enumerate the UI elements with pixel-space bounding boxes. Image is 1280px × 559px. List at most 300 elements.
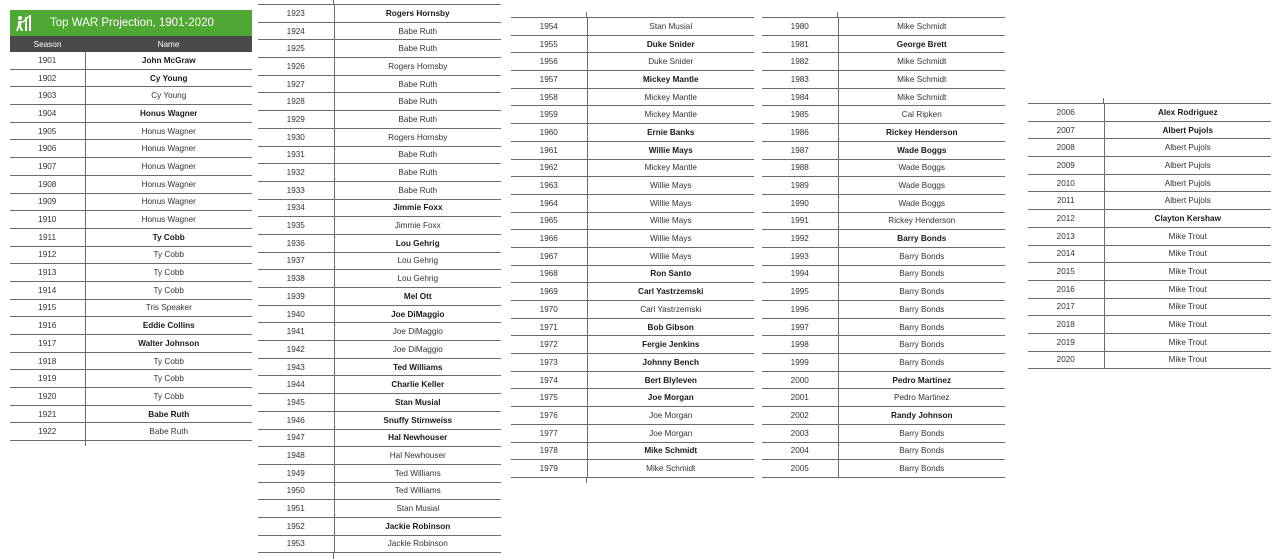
player-name-cell: Stan Musial bbox=[334, 500, 501, 518]
season-cell: 1907 bbox=[10, 158, 85, 176]
table-row bbox=[10, 211, 252, 229]
player-name-cell: Honus Wagner bbox=[85, 211, 252, 229]
table-row bbox=[258, 199, 501, 217]
player-name-cell: Barry Bonds bbox=[838, 354, 1005, 372]
player-name-cell: Charlie Keller bbox=[334, 376, 501, 394]
table-row bbox=[762, 389, 1005, 407]
table-row bbox=[258, 164, 501, 182]
table-row bbox=[258, 447, 501, 465]
table-row bbox=[258, 270, 501, 288]
war-table-column-1 bbox=[10, 10, 252, 446]
season-cell: 2004 bbox=[762, 442, 838, 460]
name-header: Name bbox=[157, 39, 180, 49]
table-row bbox=[1028, 351, 1271, 369]
table-row bbox=[10, 281, 252, 299]
player-name-cell: Lou Gehrig bbox=[334, 252, 501, 270]
season-cell: 1991 bbox=[762, 212, 838, 230]
season-cell: 1963 bbox=[511, 177, 587, 195]
table-row bbox=[762, 18, 1005, 35]
table-row bbox=[511, 212, 754, 230]
table-row bbox=[258, 464, 501, 482]
season-cell: 1955 bbox=[511, 35, 587, 53]
table-row bbox=[258, 376, 501, 394]
season-cell: 1935 bbox=[258, 217, 334, 235]
table-row bbox=[258, 181, 501, 199]
player-name-cell: Johnny Bench bbox=[587, 354, 754, 372]
player-name-cell: Rickey Henderson bbox=[838, 124, 1005, 142]
season-cell: 1949 bbox=[258, 464, 334, 482]
war-table-column-3 bbox=[511, 12, 754, 483]
table-row bbox=[258, 40, 501, 58]
season-cell: 1993 bbox=[762, 247, 838, 265]
table-row bbox=[762, 212, 1005, 230]
table-row bbox=[511, 194, 754, 212]
player-name-cell: Barry Bonds bbox=[838, 265, 1005, 283]
season-cell: 2008 bbox=[1028, 139, 1104, 157]
season-cell: 1919 bbox=[10, 370, 85, 388]
season-cell: 1994 bbox=[762, 265, 838, 283]
season-cell: 1933 bbox=[258, 181, 334, 199]
table-row bbox=[511, 177, 754, 195]
player-name-cell: Jimmie Foxx bbox=[334, 217, 501, 235]
player-name-cell: Wade Boggs bbox=[838, 141, 1005, 159]
player-name-cell: Mickey Mantle bbox=[587, 71, 754, 89]
player-name-cell: Mike Trout bbox=[1104, 351, 1271, 369]
table-row bbox=[762, 460, 1005, 478]
player-name-cell: Mickey Mantle bbox=[587, 106, 754, 124]
player-name-cell: Carl Yastrzemski bbox=[587, 283, 754, 301]
season-cell: 1909 bbox=[10, 193, 85, 211]
table-row bbox=[511, 35, 754, 53]
season-cell: 1908 bbox=[10, 175, 85, 193]
player-name-cell: Mickey Mantle bbox=[587, 88, 754, 106]
war-table bbox=[1028, 104, 1271, 369]
player-name-cell: Joe Morgan bbox=[587, 424, 754, 442]
player-name-cell: Carl Yastrzemski bbox=[587, 301, 754, 319]
player-name-cell: Pedro Martinez bbox=[838, 389, 1005, 407]
season-cell: 2009 bbox=[1028, 157, 1104, 175]
player-name-cell: Tris Speaker bbox=[85, 299, 252, 317]
table-row bbox=[1028, 245, 1271, 263]
season-cell: 1925 bbox=[258, 40, 334, 58]
player-name-cell: Ted Williams bbox=[334, 482, 501, 500]
table-row bbox=[511, 230, 754, 248]
player-name-cell: Joe DiMaggio bbox=[334, 323, 501, 341]
season-cell: 1932 bbox=[258, 164, 334, 182]
table-row bbox=[762, 159, 1005, 177]
season-cell: 1950 bbox=[258, 482, 334, 500]
table-row bbox=[10, 140, 252, 158]
player-name-cell: Rogers Hornsby bbox=[334, 5, 501, 22]
season-cell: 1984 bbox=[762, 88, 838, 106]
season-cell: 2014 bbox=[1028, 245, 1104, 263]
season-cell: 1929 bbox=[258, 111, 334, 129]
season-cell: 1978 bbox=[511, 442, 587, 460]
season-cell: 1934 bbox=[258, 199, 334, 217]
table-row bbox=[258, 411, 501, 429]
table-row bbox=[258, 111, 501, 129]
season-cell: 2018 bbox=[1028, 316, 1104, 334]
table-row bbox=[10, 423, 252, 441]
player-name-cell: Honus Wagner bbox=[85, 122, 252, 140]
season-cell: 2003 bbox=[762, 424, 838, 442]
player-name-cell: Cal Ripken bbox=[838, 106, 1005, 124]
table-row bbox=[762, 407, 1005, 425]
war-table-column-2 bbox=[258, 0, 501, 559]
player-name-cell: Mike Schmidt bbox=[587, 460, 754, 478]
season-cell: 1943 bbox=[258, 358, 334, 376]
season-cell: 1904 bbox=[10, 105, 85, 123]
season-cell: 1948 bbox=[258, 447, 334, 465]
player-name-cell: Babe Ruth bbox=[85, 423, 252, 441]
table-row bbox=[258, 217, 501, 235]
season-cell: 1970 bbox=[511, 301, 587, 319]
player-name-cell: Lou Gehrig bbox=[334, 234, 501, 252]
player-name-cell: Stan Musial bbox=[334, 394, 501, 412]
season-cell: 2000 bbox=[762, 371, 838, 389]
table-row bbox=[10, 264, 252, 282]
season-cell: 1981 bbox=[762, 35, 838, 53]
player-name-cell: Duke Snider bbox=[587, 53, 754, 71]
season-cell: 1944 bbox=[258, 376, 334, 394]
player-name-cell: Mike Trout bbox=[1104, 280, 1271, 298]
player-name-cell: Albert Pujols bbox=[1104, 139, 1271, 157]
table-row bbox=[511, 407, 754, 425]
table-row bbox=[1028, 210, 1271, 228]
table-row bbox=[511, 247, 754, 265]
player-name-cell: Barry Bonds bbox=[838, 460, 1005, 478]
player-name-cell: Babe Ruth bbox=[334, 40, 501, 58]
player-name-cell: Barry Bonds bbox=[838, 247, 1005, 265]
table-row bbox=[258, 305, 501, 323]
season-cell: 1957 bbox=[511, 71, 587, 89]
table-row bbox=[258, 288, 501, 306]
player-name-cell: Albert Pujols bbox=[1104, 121, 1271, 139]
season-cell: 1989 bbox=[762, 177, 838, 195]
player-name-cell: Ron Santo bbox=[587, 265, 754, 283]
player-name-cell: Babe Ruth bbox=[334, 146, 501, 164]
table-row bbox=[10, 352, 252, 370]
table-row bbox=[258, 146, 501, 164]
season-cell: 1954 bbox=[511, 18, 587, 35]
season-cell: 1999 bbox=[762, 354, 838, 372]
player-name-cell: Mike Trout bbox=[1104, 245, 1271, 263]
player-name-cell: Babe Ruth bbox=[334, 111, 501, 129]
player-name-cell: Mike Trout bbox=[1104, 333, 1271, 351]
table-row bbox=[10, 246, 252, 264]
season-cell: 1988 bbox=[762, 159, 838, 177]
table-row bbox=[762, 194, 1005, 212]
season-cell: 1968 bbox=[511, 265, 587, 283]
player-name-cell: Honus Wagner bbox=[85, 105, 252, 123]
player-name-cell: Barry Bonds bbox=[838, 283, 1005, 301]
table-row bbox=[762, 177, 1005, 195]
season-cell: 1942 bbox=[258, 341, 334, 359]
player-name-cell: Wade Boggs bbox=[838, 194, 1005, 212]
player-name-cell: Bert Blyleven bbox=[587, 371, 754, 389]
player-name-cell: Mel Ott bbox=[334, 288, 501, 306]
season-cell: 1995 bbox=[762, 283, 838, 301]
table-row bbox=[511, 424, 754, 442]
player-name-cell: Ty Cobb bbox=[85, 281, 252, 299]
table-row bbox=[511, 88, 754, 106]
season-cell: 1901 bbox=[10, 52, 85, 69]
season-cell: 1992 bbox=[762, 230, 838, 248]
season-cell: 1964 bbox=[511, 194, 587, 212]
table-row bbox=[258, 429, 501, 447]
player-name-cell: Barry Bonds bbox=[838, 424, 1005, 442]
season-cell: 1913 bbox=[10, 264, 85, 282]
season-cell: 1952 bbox=[258, 517, 334, 535]
player-name-cell: Randy Johnson bbox=[838, 407, 1005, 425]
season-cell: 1936 bbox=[258, 234, 334, 252]
player-name-cell: Babe Ruth bbox=[85, 405, 252, 423]
player-name-cell: Bob Gibson bbox=[587, 318, 754, 336]
player-name-cell: Mike Schmidt bbox=[587, 442, 754, 460]
table-row bbox=[511, 53, 754, 71]
season-cell: 1958 bbox=[511, 88, 587, 106]
table-row bbox=[1028, 263, 1271, 281]
player-name-cell: Barry Bonds bbox=[838, 442, 1005, 460]
table-row bbox=[511, 71, 754, 89]
player-name-cell: Babe Ruth bbox=[334, 93, 501, 111]
season-cell: 1937 bbox=[258, 252, 334, 270]
player-name-cell: Lou Gehrig bbox=[334, 270, 501, 288]
table-row bbox=[258, 234, 501, 252]
season-cell: 1927 bbox=[258, 75, 334, 93]
season-cell: 1979 bbox=[511, 460, 587, 478]
war-table-column-4 bbox=[762, 12, 1005, 478]
season-cell: 2017 bbox=[1028, 298, 1104, 316]
season-cell: 1918 bbox=[10, 352, 85, 370]
season-cell: 1973 bbox=[511, 354, 587, 372]
table-row bbox=[762, 301, 1005, 319]
season-cell: 1924 bbox=[258, 22, 334, 40]
player-name-cell: Cy Young bbox=[85, 87, 252, 105]
player-name-cell: Rogers Hornsby bbox=[334, 128, 501, 146]
table-row bbox=[511, 141, 754, 159]
player-name-cell: Mike Schmidt bbox=[838, 71, 1005, 89]
player-name-cell: Barry Bonds bbox=[838, 301, 1005, 319]
war-table-column-5 bbox=[1028, 98, 1271, 369]
table-row bbox=[10, 317, 252, 335]
player-name-cell: Mike Trout bbox=[1104, 227, 1271, 245]
table-row bbox=[511, 354, 754, 372]
player-name-cell: Willie Mays bbox=[587, 141, 754, 159]
table-row bbox=[1028, 298, 1271, 316]
season-cell: 1962 bbox=[511, 159, 587, 177]
table-row bbox=[10, 158, 252, 176]
table-row bbox=[511, 371, 754, 389]
season-cell: 1938 bbox=[258, 270, 334, 288]
season-cell: 1986 bbox=[762, 124, 838, 142]
season-cell: 1965 bbox=[511, 212, 587, 230]
season-cell: 1997 bbox=[762, 318, 838, 336]
player-name-cell: Barry Bonds bbox=[838, 230, 1005, 248]
season-cell: 1985 bbox=[762, 106, 838, 124]
player-name-cell: Ted Williams bbox=[334, 358, 501, 376]
table-row bbox=[511, 336, 754, 354]
player-name-cell: Ernie Banks bbox=[587, 124, 754, 142]
season-cell: 2010 bbox=[1028, 174, 1104, 192]
table-row bbox=[511, 389, 754, 407]
table-row bbox=[1028, 121, 1271, 139]
player-name-cell: Ty Cobb bbox=[85, 264, 252, 282]
table-row bbox=[258, 394, 501, 412]
table-row bbox=[10, 52, 252, 69]
season-cell: 1945 bbox=[258, 394, 334, 412]
table-row bbox=[10, 335, 252, 353]
player-name-cell: Clayton Kershaw bbox=[1104, 210, 1271, 228]
table-row bbox=[258, 58, 501, 76]
player-name-cell: Babe Ruth bbox=[334, 75, 501, 93]
table-row bbox=[258, 500, 501, 518]
table-row bbox=[10, 388, 252, 406]
table-row bbox=[511, 460, 754, 478]
table-row bbox=[258, 22, 501, 40]
player-name-cell: Fergie Jenkins bbox=[587, 336, 754, 354]
table-row bbox=[1028, 192, 1271, 210]
table-row bbox=[258, 341, 501, 359]
table-row bbox=[762, 53, 1005, 71]
season-cell: 1976 bbox=[511, 407, 587, 425]
player-name-cell: Albert Pujols bbox=[1104, 174, 1271, 192]
player-name-cell: Joe Morgan bbox=[587, 407, 754, 425]
player-name-cell: Albert Pujols bbox=[1104, 157, 1271, 175]
baseball-player-logo-icon bbox=[14, 13, 36, 33]
table-row bbox=[1028, 333, 1271, 351]
season-cell: 1910 bbox=[10, 211, 85, 229]
player-name-cell: Pedro Martinez bbox=[838, 371, 1005, 389]
season-cell: 1977 bbox=[511, 424, 587, 442]
table-row bbox=[762, 336, 1005, 354]
season-cell: 1980 bbox=[762, 18, 838, 35]
player-name-cell: Hal Newhouser bbox=[334, 429, 501, 447]
season-cell: 1951 bbox=[258, 500, 334, 518]
table-header bbox=[10, 36, 252, 52]
player-name-cell: Jimmie Foxx bbox=[334, 199, 501, 217]
table-row bbox=[258, 482, 501, 500]
season-cell: 1914 bbox=[10, 281, 85, 299]
table-row bbox=[762, 230, 1005, 248]
table-row bbox=[511, 442, 754, 460]
player-name-cell: Walter Johnson bbox=[85, 335, 252, 353]
player-name-cell: Joe DiMaggio bbox=[334, 341, 501, 359]
season-cell: 1923 bbox=[258, 5, 334, 22]
table-row bbox=[511, 265, 754, 283]
season-cell: 1939 bbox=[258, 288, 334, 306]
season-cell: 1959 bbox=[511, 106, 587, 124]
table-row bbox=[258, 517, 501, 535]
season-cell: 1972 bbox=[511, 336, 587, 354]
war-table bbox=[511, 18, 754, 478]
player-name-cell: Ty Cobb bbox=[85, 388, 252, 406]
player-name-cell: Willie Mays bbox=[587, 230, 754, 248]
player-name-cell: Willie Mays bbox=[587, 194, 754, 212]
season-cell: 1956 bbox=[511, 53, 587, 71]
player-name-cell: Jackie Robinson bbox=[334, 517, 501, 535]
season-cell: 1916 bbox=[10, 317, 85, 335]
table-row bbox=[10, 405, 252, 423]
player-name-cell: Ty Cobb bbox=[85, 228, 252, 246]
season-cell: 2016 bbox=[1028, 280, 1104, 298]
season-cell: 1912 bbox=[10, 246, 85, 264]
season-cell: 2007 bbox=[1028, 121, 1104, 139]
table-row bbox=[511, 106, 754, 124]
season-cell: 1969 bbox=[511, 283, 587, 301]
season-header: Season bbox=[33, 39, 62, 49]
player-name-cell: Ty Cobb bbox=[85, 246, 252, 264]
season-cell: 2006 bbox=[1028, 104, 1104, 121]
table-row bbox=[258, 323, 501, 341]
season-cell: 1931 bbox=[258, 146, 334, 164]
season-cell: 1971 bbox=[511, 318, 587, 336]
player-name-cell: Mike Schmidt bbox=[838, 53, 1005, 71]
player-name-cell: Alex Rodriguez bbox=[1104, 104, 1271, 121]
table-row bbox=[258, 128, 501, 146]
season-cell: 2013 bbox=[1028, 227, 1104, 245]
table-row bbox=[258, 358, 501, 376]
season-cell: 1987 bbox=[762, 141, 838, 159]
table-row bbox=[511, 159, 754, 177]
season-cell: 1917 bbox=[10, 335, 85, 353]
player-name-cell: Wade Boggs bbox=[838, 177, 1005, 195]
table-row bbox=[762, 371, 1005, 389]
player-name-cell: Eddie Collins bbox=[85, 317, 252, 335]
table-row bbox=[1028, 104, 1271, 121]
table-row bbox=[1028, 157, 1271, 175]
page-title: Top WAR Projection, 1901-2020 bbox=[50, 17, 214, 29]
player-name-cell: Hal Newhouser bbox=[334, 447, 501, 465]
table-row bbox=[258, 93, 501, 111]
table-row bbox=[1028, 280, 1271, 298]
season-cell: 1922 bbox=[10, 423, 85, 441]
season-cell: 1983 bbox=[762, 71, 838, 89]
table-row bbox=[762, 283, 1005, 301]
player-name-cell: Mickey Mantle bbox=[587, 159, 754, 177]
player-name-cell: Mike Trout bbox=[1104, 263, 1271, 281]
table-row bbox=[1028, 227, 1271, 245]
season-cell: 2019 bbox=[1028, 333, 1104, 351]
season-cell: 1974 bbox=[511, 371, 587, 389]
player-name-cell: Albert Pujols bbox=[1104, 192, 1271, 210]
table-row bbox=[258, 5, 501, 22]
player-name-cell: Mike Trout bbox=[1104, 298, 1271, 316]
table-row bbox=[762, 265, 1005, 283]
table-row bbox=[10, 299, 252, 317]
season-cell: 1926 bbox=[258, 58, 334, 76]
player-name-cell: Mike Schmidt bbox=[838, 88, 1005, 106]
player-name-cell: Willie Mays bbox=[587, 247, 754, 265]
season-cell: 1960 bbox=[511, 124, 587, 142]
season-cell: 1966 bbox=[511, 230, 587, 248]
season-cell: 1915 bbox=[10, 299, 85, 317]
table-row bbox=[10, 193, 252, 211]
season-cell: 2020 bbox=[1028, 351, 1104, 369]
season-cell: 1903 bbox=[10, 87, 85, 105]
table-row bbox=[762, 88, 1005, 106]
player-name-cell: Honus Wagner bbox=[85, 140, 252, 158]
player-name-cell: Barry Bonds bbox=[838, 336, 1005, 354]
table-row bbox=[258, 535, 501, 553]
table-row bbox=[10, 105, 252, 123]
table-row bbox=[10, 122, 252, 140]
season-cell: 1921 bbox=[10, 405, 85, 423]
season-cell: 1982 bbox=[762, 53, 838, 71]
player-name-cell: Jackie Robinson bbox=[334, 535, 501, 553]
player-name-cell: Willie Mays bbox=[587, 177, 754, 195]
player-name-cell: Ty Cobb bbox=[85, 352, 252, 370]
